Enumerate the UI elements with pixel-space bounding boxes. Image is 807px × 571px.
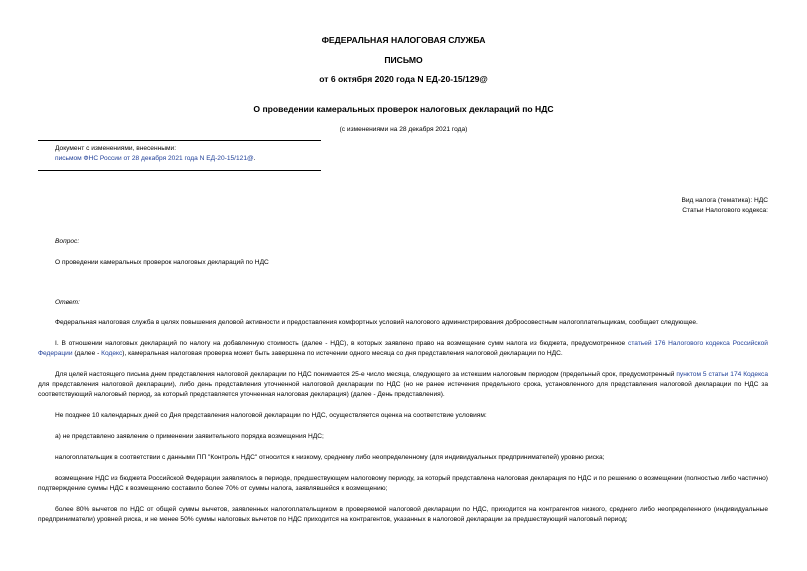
answer-paragraph-1: [38, 339, 768, 359]
answer-paragraph-6: возмещение НДС из бюджета Российской Федерации заявлялось в периоде, предшествующем налоговому периоду, за который представлена налоговая декларация по НДС и по решению о возмещении (полностью либо частично) подтверждение суммы НДС к возмещению составило более 70% от суммы налога, заявлявшейся к возмещению;: [38, 475, 768, 493]
changes-top-rule: [38, 140, 321, 141]
p2-text-b: для представления налоговой декларации), либо день представления уточненной налоговой декларации по НДС (но не ранее истечения предельного срока, установленного для представления налоговой декларации по НДС за соответствующий налоговый период, за который представляется уточненная налоговая декларация) (далее - День представления).: [38, 381, 768, 399]
p1-text-c: ), камеральная налоговая проверка может быть завершена по истечении одного месяца со дня представления налоговой декларации по НДС.: [122, 350, 563, 358]
doc-type: ПИСЬМО: [384, 55, 423, 65]
link-article-176[interactable]: статьей 176 Налогового кодекса Российской Федерации: [38, 340, 768, 358]
link-code[interactable]: Кодекс: [101, 350, 123, 358]
tax-type: Вид налога (тематика): НДС: [681, 197, 768, 204]
p1-text-b: (далее -: [72, 350, 102, 358]
question-label: Вопрос:: [55, 238, 80, 245]
agency-name: ФЕДЕРАЛЬНАЯ НАЛОГОВАЯ СЛУЖБА: [321, 35, 486, 45]
page-title: О проведении камеральных проверок налоговых деклараций по НДС: [253, 104, 554, 114]
answer-label: Ответ:: [55, 299, 80, 306]
answer-intro: Федеральная налоговая служба в целях повышения деловой активности и предоставления комфортных условий налогового администрирования добросовестным налогоплательщикам, сообщает следующее.: [55, 319, 698, 326]
changes-link[interactable]: письмом ФНС России от 28 декабря 2021 года N ЕД-20-15/121@: [55, 155, 254, 162]
changes-line: [55, 154, 256, 164]
answer-paragraph-7: более 80% вычетов по НДС от общей суммы вычетов, заявленных налогоплательщиком в проверяемой налоговой декларации по НДС, приходится на контрагентов низкого, среднего либо неопределенного (индивидуальные предприниматели) уровней риска, и не менее 50% суммы налоговых вычетов по НДС приходится на контрагентов, указанных в налоговой декларации за предшествующий налоговый период;: [38, 506, 768, 524]
changes-bottom-rule: [38, 170, 321, 171]
code-articles: Статьи Налогового кодекса:: [682, 207, 768, 214]
answer-paragraph-5: налогоплательщик в соответствии с данными ПП "Контроль НДС" относится к низкому, среднему либо неопределенному (для индивидуальных предпринимателей) уровню риска;: [55, 454, 605, 461]
answer-paragraph-2: [38, 370, 768, 401]
link-point-5-article-174[interactable]: пунктом 5 статьи 174 Кодекса: [676, 371, 768, 378]
question-text: О проведении камеральных проверок налоговых деклараций по НДС: [55, 259, 269, 266]
changes-label: Документ с изменениями, внесенными:: [55, 145, 177, 152]
answer-paragraph-3: Не позднее 10 календарных дней со Дня представления налоговой декларации по НДС, осуществляется оценка на соответствие условиям:: [55, 412, 487, 419]
p2-text-a: Для целей настоящего письма днем представления налоговой декларации по НДС понимается 25-е число месяца, следующего за истекшим налоговым периодом (предельный срок, предусмотренный: [55, 371, 677, 378]
edition-note: (с изменениями на 28 декабря 2021 года): [339, 126, 468, 133]
date-number: от 6 октября 2020 года N ЕД-20-15/129@: [319, 74, 488, 84]
changes-link-suffix: .: [253, 155, 256, 162]
p1-text-a: I. В отношении налоговых деклараций по налогу на добавленную стоимость (далее - НДС), в которых заявлено право на возмещение сумм налога из бюджета, предусмотренное: [55, 340, 629, 347]
answer-paragraph-4: а) не представлено заявление о применении заявительного порядка возмещения НДС;: [55, 433, 324, 440]
